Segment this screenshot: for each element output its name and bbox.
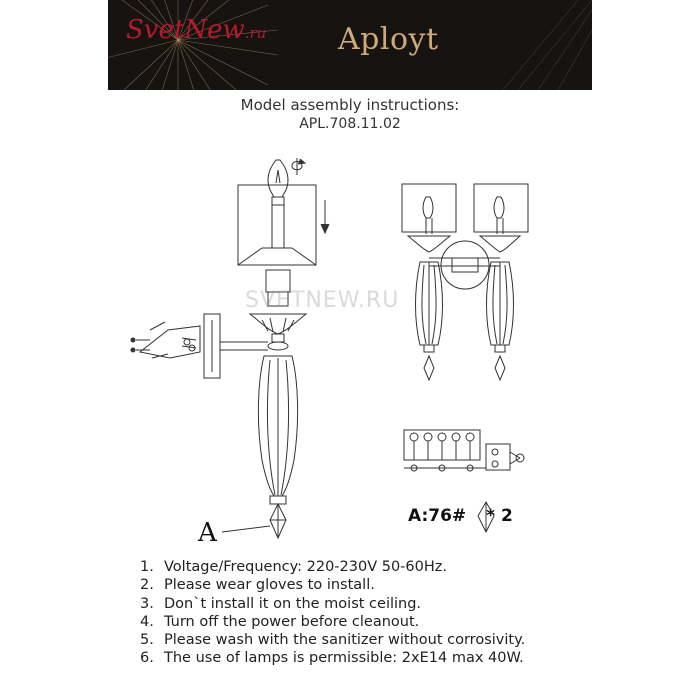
wall-mount-disc <box>441 241 489 289</box>
instruction-item: 5. Please wash with the sanitizer without corrosivity. <box>140 632 526 649</box>
part-label-a: A <box>198 518 217 548</box>
crystal-spec: A:76# * 2 <box>408 506 513 526</box>
instruction-item: 6. The use of lamps is permissible: 2xE14 max 40W. <box>140 650 524 667</box>
rotate-arrow-icon <box>292 158 305 175</box>
instruction-item: 2. Please wear gloves to install. <box>140 577 375 594</box>
svetnew-logo: SvetNew.ru <box>126 15 267 45</box>
main-cup <box>250 314 306 334</box>
main-bulb <box>268 160 288 205</box>
wiring-diagram <box>404 430 524 471</box>
model-number: APL.708.11.02 <box>299 116 401 132</box>
instruction-item: 4. Turn off the power before cleanout. <box>140 613 420 630</box>
instruction-item: 1. Voltage/Frequency: 220-230V 50-60Hz. <box>140 559 447 575</box>
document-title: Model assembly instructions: <box>240 96 460 114</box>
mounting-bracket <box>131 322 200 358</box>
aployt-logo: Aployt <box>338 22 439 57</box>
down-arrow-icon <box>321 200 329 233</box>
instruction-item: 3. Don`t install it on the moist ceiling. <box>140 595 422 612</box>
instruction-list <box>140 558 525 668</box>
watermark: SVETNEW.RU <box>245 288 400 313</box>
